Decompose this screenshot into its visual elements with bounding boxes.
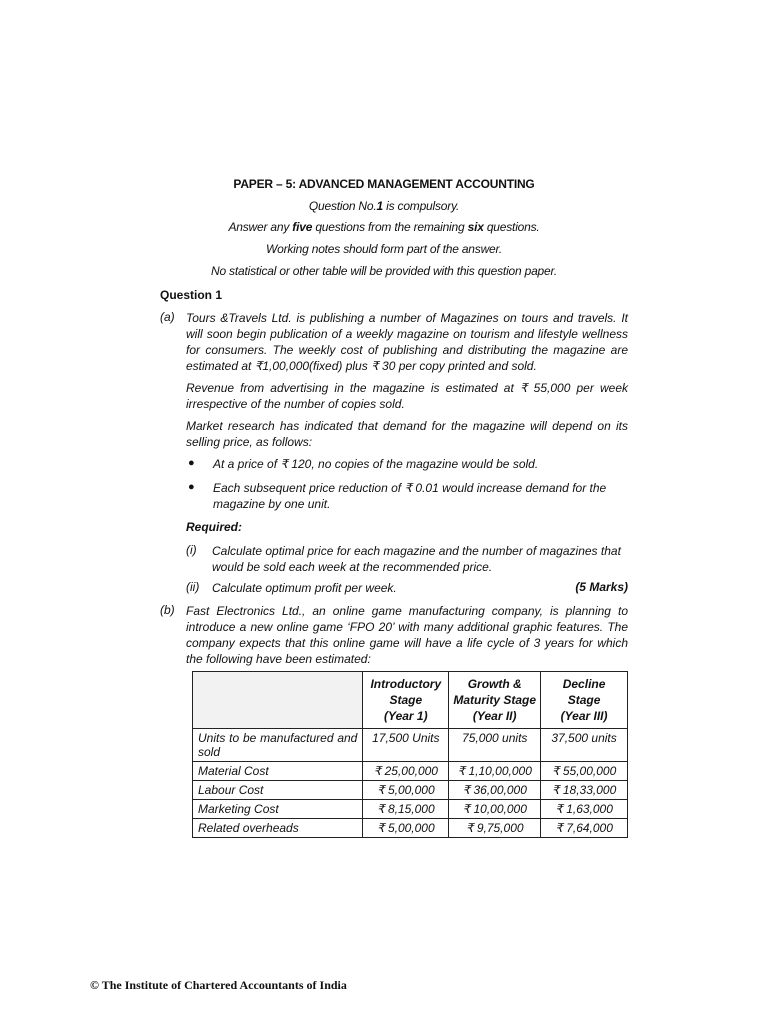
item-number: (i) bbox=[186, 543, 197, 557]
table-cell: 75,000 units bbox=[449, 729, 541, 762]
table-row bbox=[193, 762, 628, 781]
instruction-text: Question No. bbox=[308, 199, 377, 213]
table-cell: ₹ 1,63,000 bbox=[541, 800, 628, 819]
instruction-working-notes: Working notes should form part of the answer. bbox=[265, 242, 502, 256]
question-heading: Question 1 bbox=[160, 288, 223, 302]
bullet-icon: ● bbox=[188, 481, 195, 493]
table-cell: ₹ 55,00,000 bbox=[541, 762, 628, 781]
table-row bbox=[193, 819, 628, 838]
instruction-answer-any bbox=[0, 220, 768, 234]
bullet-item: At a price of ₹ 120, no copies of the magazine would be sold. bbox=[213, 457, 539, 471]
table-header-cell bbox=[449, 672, 541, 729]
part-a-paragraph-3: Market research has indicated that demand for the magazine will depend on its selling price, as follows: bbox=[186, 419, 628, 449]
instruction-text: Answer any bbox=[228, 220, 293, 234]
table-header-row bbox=[193, 672, 628, 729]
header-line: (Year III) bbox=[560, 709, 608, 723]
table-cell: ₹ 5,00,000 bbox=[363, 781, 449, 800]
row-label: Material Cost bbox=[193, 762, 363, 781]
instruction-no-table: No statistical or other table will be provided with this question paper. bbox=[210, 264, 557, 278]
required-label: Required: bbox=[186, 520, 243, 534]
item-text: Calculate optimum profit per week. bbox=[212, 581, 397, 595]
table-row bbox=[193, 781, 628, 800]
cost-estimate-table bbox=[192, 671, 628, 838]
table-header-blank bbox=[193, 672, 363, 729]
instruction-text: questions from the remaining bbox=[312, 220, 468, 234]
item-number: (ii) bbox=[186, 580, 200, 594]
row-label: Marketing Cost bbox=[193, 800, 363, 819]
table-cell: ₹ 7,64,000 bbox=[541, 819, 628, 838]
header-line: Stage bbox=[567, 693, 601, 707]
table-header-cell bbox=[541, 672, 628, 729]
row-label: Labour Cost bbox=[193, 781, 363, 800]
instruction-bold: six bbox=[467, 220, 484, 234]
table-cell: ₹ 25,00,000 bbox=[363, 762, 449, 781]
table-cell: ₹ 10,00,000 bbox=[449, 800, 541, 819]
table-row bbox=[193, 729, 628, 762]
table-cell: ₹ 36,00,000 bbox=[449, 781, 541, 800]
table-cell: ₹ 8,15,000 bbox=[363, 800, 449, 819]
instruction-compulsory bbox=[0, 199, 768, 213]
part-b-paragraph-1: Fast Electronics Ltd., an online game manufacturing company, is planning to introduce a new online game ‘FPO 20’ with many additional graphic features. The company expects that this online game will have a life cycle of 3 years for which the following have been estimated: bbox=[186, 604, 628, 666]
marks-label: (5 Marks) bbox=[575, 580, 628, 594]
header-line: Introductory bbox=[370, 677, 442, 691]
table-cell: ₹ 18,33,000 bbox=[541, 781, 628, 800]
header-line: Decline bbox=[562, 677, 606, 691]
header-line: (Year 1) bbox=[384, 709, 428, 723]
table-cell: ₹ 5,00,000 bbox=[363, 819, 449, 838]
header-line: Stage bbox=[389, 693, 423, 707]
part-a-label: (a) bbox=[160, 310, 175, 324]
header-line: (Year II) bbox=[472, 709, 517, 723]
paper-title: PAPER – 5: ADVANCED MANAGEMENT ACCOUNTING bbox=[233, 177, 535, 191]
part-a-paragraph-1: Tours &Travels Ltd. is publishing a number of Magazines on tours and travels. It will soon begin publication of a weekly magazine on tourism and lifestyle wellness for consumers. The weekly cost of publishing and distributing the magazine are estimated at ₹1,00,000(fixed) plus ₹ 30 per copy printed and sold. bbox=[186, 311, 628, 373]
bullet-icon: ● bbox=[188, 457, 195, 469]
header-line: Growth & bbox=[467, 677, 522, 691]
row-label: Units to be manufactured and sold bbox=[193, 729, 363, 762]
table-cell: ₹ 1,10,00,000 bbox=[449, 762, 541, 781]
instruction-text: questions. bbox=[483, 220, 540, 234]
table-row bbox=[193, 800, 628, 819]
part-b-label: (b) bbox=[160, 603, 175, 617]
table-header-cell bbox=[363, 672, 449, 729]
footer-copyright: © The Institute of Chartered Accountants of India bbox=[90, 978, 347, 992]
part-a-paragraph-2: Revenue from advertising in the magazine is estimated at ₹ 55,000 per week irrespective of the number of copies sold. bbox=[186, 381, 628, 411]
bullet-item: Each subsequent price reduction of ₹ 0.01 would increase demand for the magazine by one unit. bbox=[213, 481, 607, 511]
table-cell: 37,500 units bbox=[541, 729, 628, 762]
instruction-text: is compulsory. bbox=[382, 199, 460, 213]
row-label: Related overheads bbox=[193, 819, 363, 838]
table-cell: ₹ 9,75,000 bbox=[449, 819, 541, 838]
table-cell: 17,500 Units bbox=[363, 729, 449, 762]
instruction-bold: 1 bbox=[376, 199, 383, 213]
item-text: Calculate optimal price for each magazine and the number of magazines that would be sold each week at the recommended price. bbox=[212, 544, 621, 574]
header-line: Maturity Stage bbox=[453, 693, 537, 707]
instruction-bold: five bbox=[292, 220, 313, 234]
